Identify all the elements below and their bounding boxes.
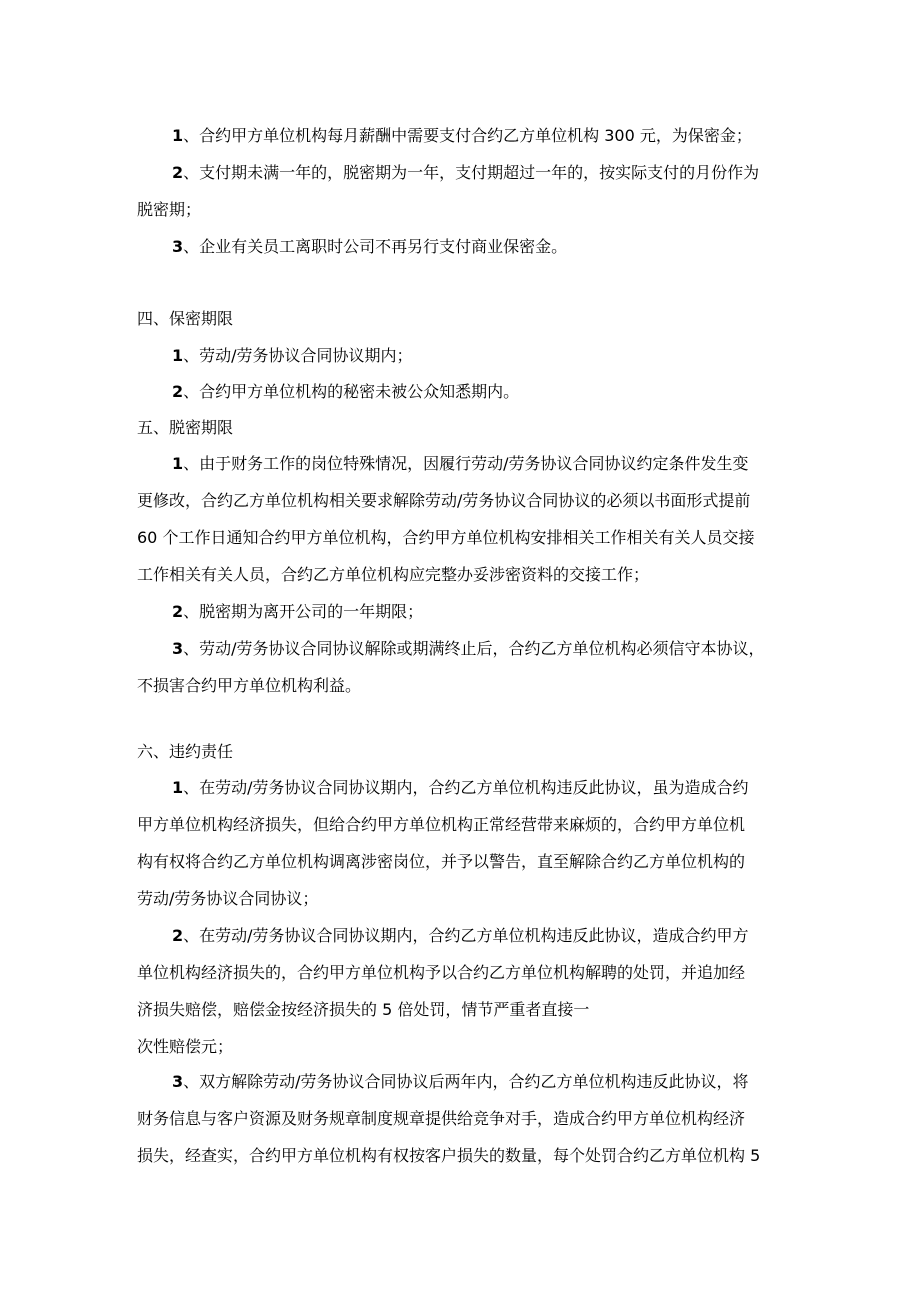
clause-text: 、合约甲方单位机构每月薪酬中需要支付合约乙方单位机构 300 元，为保密金； <box>183 126 752 145</box>
clause-text: 、支付期未满一年的，脱密期为一年，支付期超过一年的，按实际支付的月份作为 <box>183 163 760 182</box>
clause-text: 济损失赔偿，赔偿金按经济损失的 5 倍处罚，情节严重者直接一 <box>137 1000 590 1019</box>
clause-number: 2 <box>172 926 184 945</box>
clause-text: 、脱密期为离开公司的一年期限； <box>183 602 424 621</box>
clause-3-2 <box>137 154 797 228</box>
clause-6-1 <box>137 769 797 917</box>
clause-number: 3 <box>172 639 184 658</box>
clause-number: 1 <box>172 126 184 145</box>
clause-text: 、由于财务工作的岗位特殊情况，因履行劳动/劳务协议合同协议约定条件发生变 <box>183 454 749 473</box>
clause-text: 财务信息与客户资源及财务规章制度规章提供给竞争对手，造成合约甲方单位机构经济 <box>137 1109 746 1128</box>
clause-5-3 <box>137 630 797 704</box>
clause-text: 60 个工作日通知合约甲方单位机构，合约甲方单位机构安排相关工作相关有关人员交接 <box>137 528 755 547</box>
clause-number: 3 <box>172 1072 184 1091</box>
clause-text: 、在劳动/劳务协议合同协议期内，合约乙方单位机构违反此协议，虽为造成合约 <box>183 778 749 797</box>
clause-text: 脱密期； <box>137 200 202 219</box>
clause-number: 1 <box>172 346 184 365</box>
section-heading-4: 四、保密期限 <box>137 309 234 328</box>
clause-number: 2 <box>172 602 184 621</box>
clause-text: 、企业有关员工离职时公司不再另行支付商业保密金。 <box>183 237 568 256</box>
section-heading-5: 五、脱密期限 <box>137 418 234 437</box>
clause-number: 1 <box>172 778 184 797</box>
clause-text: 甲方单位机构经济损失，但给合约甲方单位机构正常经营带来麻烦的，合约甲方单位机 <box>137 815 746 834</box>
clause-number: 3 <box>172 237 184 256</box>
clause-number: 1 <box>172 454 184 473</box>
clause-text: 、合约甲方单位机构的秘密未被公众知悉期内。 <box>183 382 520 401</box>
clause-text: 、劳动/劳务协议合同协议期内； <box>183 346 413 365</box>
clause-text: 次性赔偿元； <box>137 1037 234 1056</box>
clause-text: 更修改，合约乙方单位机构相关要求解除劳动/劳务协议合同协议的必须以书面形式提前 <box>137 491 751 510</box>
clause-4-1 <box>137 337 797 374</box>
clause-number: 2 <box>172 382 184 401</box>
clause-text: 不损害合约甲方单位机构利益。 <box>137 676 362 695</box>
clause-5-1 <box>137 445 797 593</box>
clause-text: 、双方解除劳动/劳务协议合同协议后两年内，合约乙方单位机构违反此协议，将 <box>183 1072 749 1091</box>
clause-text: 单位机构经济损失的，合约甲方单位机构予以合约乙方单位机构解聘的处罚，并追加经 <box>137 963 746 982</box>
section-heading-6: 六、违约责任 <box>137 742 234 761</box>
clause-text: 工作相关有关人员，合约乙方单位机构应完整办妥涉密资料的交接工作； <box>137 565 650 584</box>
clause-text: 劳动/劳务协议合同协议； <box>137 889 319 908</box>
clause-6-2 <box>137 917 797 1065</box>
clause-number: 2 <box>172 163 184 182</box>
clause-4-2 <box>137 373 797 410</box>
clause-5-2 <box>137 593 797 630</box>
clause-text: 、在劳动/劳务协议合同协议期内，合约乙方单位机构违反此协议，造成合约甲方 <box>183 926 749 945</box>
clause-3-3 <box>137 228 797 265</box>
clause-3-1 <box>137 117 797 154</box>
clause-6-3 <box>137 1063 797 1174</box>
clause-text: 损失，经查实，合约甲方单位机构有权按客户损失的数量，每个处罚合约乙方单位机构 5 <box>137 1146 761 1165</box>
clause-text: 构有权将合约乙方单位机构调离涉密岗位，并予以警告，直至解除合约乙方单位机构的 <box>137 852 746 871</box>
clause-text: 、劳动/劳务协议合同协议解除或期满终止后，合约乙方单位机构必须信守本协议， <box>183 639 765 658</box>
